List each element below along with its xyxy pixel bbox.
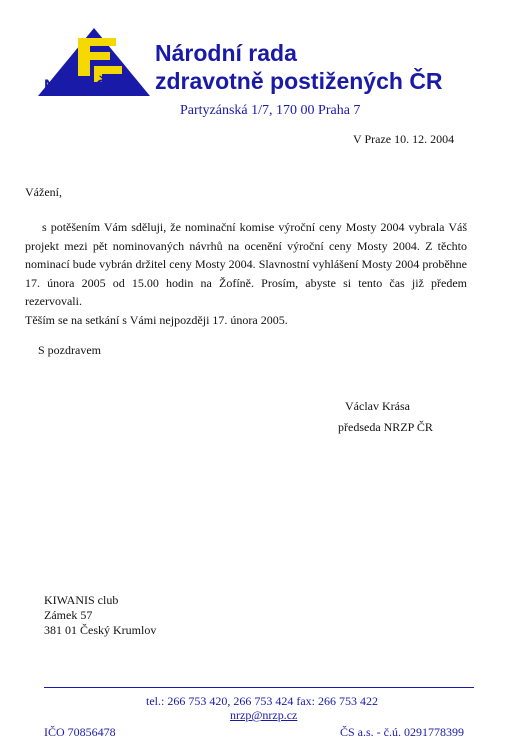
salutation: Vážení,: [25, 185, 62, 199]
footer-ico: IČO 70856478: [44, 725, 116, 739]
body-paragraph-1: s potěšením Vám sděluji, že nominační komise výroční ceny Mosty 2004 vybrala Váš projekt mezi pět nominovaných návrhů na ocenění výroční ceny Mosty 2004. Z těchto nominací bude vybrán držitel ceny Mosty 2004. Slavnostní vyhlášení Mosty 2004 proběhne 17. února 2005 od 15.00 hodin na Žofíně. Prosím, abyste si tento čas již předem rezervovali.: [25, 220, 467, 308]
recipient-line1: KIWANIS club: [44, 593, 119, 607]
letter-body: [25, 218, 467, 329]
signer-title: předseda NRZP ČR: [338, 420, 433, 434]
letter-date: V Praze 10. 12. 2004: [353, 132, 455, 146]
organization-name-line2: zdravotně postižených ČR: [155, 68, 443, 94]
logo-text: NRZP ČR: [44, 76, 121, 95]
recipient-address: [44, 593, 156, 638]
closing: S pozdravem: [38, 343, 101, 357]
body-paragraph-2: Těším se na setkání s Vámi nejpozději 17. února 2005.: [25, 312, 288, 327]
recipient-line2: Zámek 57: [44, 608, 93, 622]
signer-name: Václav Krása: [345, 399, 410, 413]
footer-email-link[interactable]: nrzp@nrzp.cz: [230, 708, 298, 722]
recipient-line3: 381 01 Český Krumlov: [44, 623, 157, 637]
footer-bank-account: ČS a.s. - č.ú. 0291778399: [340, 725, 464, 739]
footer-contact: tel.: 266 753 420, 266 753 424 fax: 266 753 422: [146, 694, 378, 708]
organization-name-line1: Národní rada: [155, 40, 297, 66]
footer-divider: [44, 687, 474, 688]
organization-address: Partyzánská 1/7, 170 00 Praha 7: [180, 103, 361, 118]
